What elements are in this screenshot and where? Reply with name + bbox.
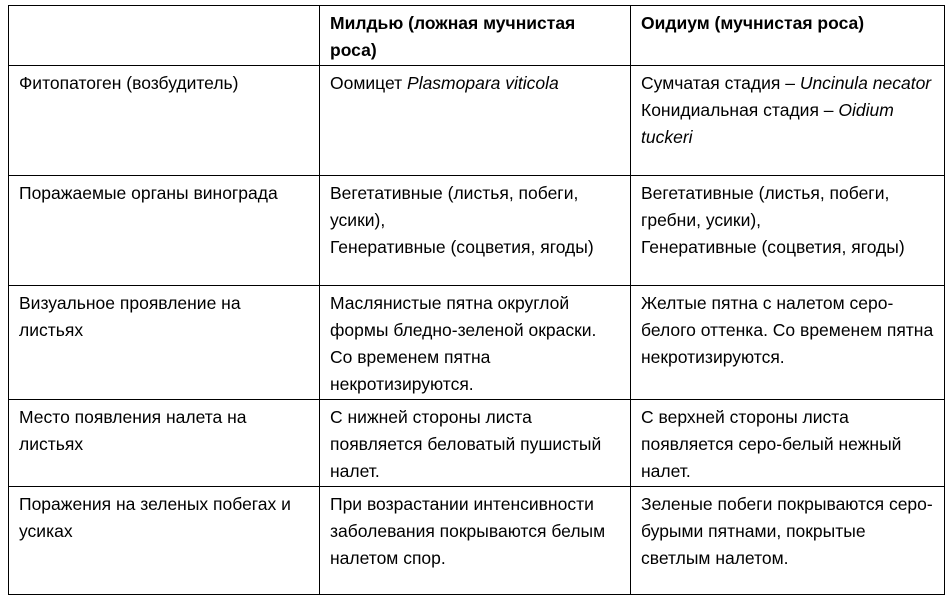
mildew-pathogen-species: Plasmopara viticola — [407, 73, 559, 93]
oidium-ascal-stage-species: Uncinula necator — [799, 73, 932, 93]
oidium-organs-cell — [631, 176, 945, 286]
row-label-shoot-damage: Поражения на зеленых побегах и усиках — [9, 487, 320, 595]
header-mildew: Милдью (ложная мучнистая роса) — [320, 6, 631, 66]
oidium-organs-generative: Генеративные (соцветия, ягоды) — [641, 237, 905, 257]
oidium-ascal-stage-prefix: Сумчатая стадия – — [641, 73, 800, 93]
table-row — [9, 286, 945, 400]
comparison-table — [8, 5, 945, 595]
header-empty-cell — [9, 6, 320, 66]
oidium-shoot-cell: Зеленые побеги покрываются серо-бурыми пятнами, покрытые светлым налетом. — [631, 487, 945, 595]
mildew-organs-vegetative: Вегетативные (листья, побеги, усики), — [330, 183, 579, 230]
mildew-organs-cell — [320, 176, 631, 286]
oidium-conidial-stage-species: Oidium tuckeri — [641, 100, 894, 147]
oidium-pathogen-line-2 — [641, 97, 934, 151]
oidium-pathogen-cell — [631, 66, 945, 176]
row-label-coating-location: Место появления налета на листьях — [9, 400, 320, 487]
row-label-pathogen: Фитопатоген (возбудитель) — [9, 66, 320, 176]
oidium-coating-cell: С верхней стороны листа появляется серо-белый нежный налет. — [631, 400, 945, 487]
header-row — [9, 6, 945, 66]
mildew-visual-cell: Маслянистые пятна округлой формы бледно-зеленой окраски. Со временем пятна некротизируются. — [320, 286, 631, 400]
table-row — [9, 487, 945, 595]
mildew-organs-generative: Генеративные (соцветия, ягоды) — [330, 237, 594, 257]
oidium-conidial-stage-prefix: Конидиальная стадия – — [641, 100, 839, 120]
header-oidium: Оидиум (мучнистая роса) — [631, 6, 945, 66]
table-row — [9, 66, 945, 176]
row-label-visual-symptoms: Визуальное проявление на листьях — [9, 286, 320, 400]
mildew-coating-cell: С нижней стороны листа появляется беловатый пушистый налет. — [320, 400, 631, 487]
mildew-pathogen-prefix: Оомицет — [330, 73, 408, 93]
table-row — [9, 176, 945, 286]
oidium-pathogen-line-1 — [641, 70, 934, 97]
mildew-shoot-cell: При возрастании интенсивности заболевания покрываются белым налетом спор. — [320, 487, 631, 595]
table-row — [9, 400, 945, 487]
oidium-organs-vegetative: Вегетативные (листья, побеги, гребни, усики), — [641, 183, 890, 230]
row-label-affected-organs: Поражаемые органы винограда — [9, 176, 320, 286]
oidium-visual-cell: Желтые пятна с налетом серо-белого оттенка. Со временем пятна некротизируются. — [631, 286, 945, 400]
mildew-pathogen-cell — [320, 66, 631, 176]
